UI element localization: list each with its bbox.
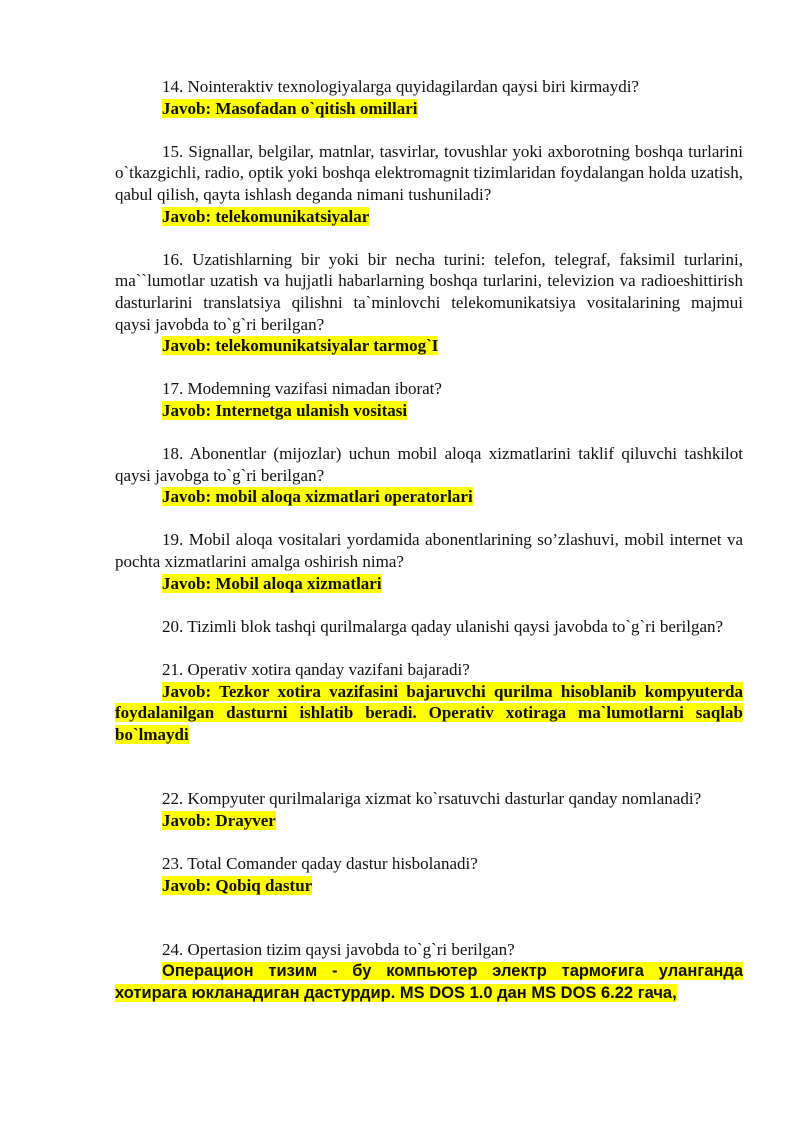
answer-18: Javob: mobil aloqa xizmatlari operatorlari xyxy=(162,487,473,507)
answer-16: Javob: telekomunikatsiyalar tarmog`I xyxy=(162,336,439,356)
question-18: 18. Abonentlar (mijozlar) uchun mobil aloqa xizmatlarini taklif qiluvchi tashkilot qaysi javobga to`g`ri berilgan? xyxy=(115,444,743,485)
answer-21: Javob: Tezkor xotira vazifasini bajaruvchi qurilma hisoblanib kompyuterda foydalanilgan dasturni ishlatib beradi. Operativ xotiraga ma`lumotlarni saqlab bo`lmaydi xyxy=(115,681,743,744)
answer-14: Javob: Masofadan o`qitish omillari xyxy=(162,98,418,118)
question-19: 19. Mobil aloqa vositalari yordamida abonentlarining so’zlashuvi, mobil internet va pochta xizmatlarini amalga oshirish nima? xyxy=(115,530,743,572)
question-17: 17. Modemning vazifasi nimadan iborat? xyxy=(162,379,442,399)
answer-24: Операцион тизим - бу компьютер электр тармоғига уланганда хотирага юкланадиган дастурдир. MS DOS 1.0 дан MS DOS 6.22 гача, xyxy=(115,961,743,1002)
question-20: 20. Tizimli blok tashqi qurilmalarga qaday ulanishi qaysi javobda to`g`ri berilgan? xyxy=(162,616,724,636)
document-body xyxy=(115,76,743,1004)
answer-23: Javob: Qobiq dastur xyxy=(162,875,313,895)
question-22: 22. Kompyuter qurilmalariga xizmat ko`rsatuvchi dasturlar qanday nomlanadi? xyxy=(162,789,702,809)
question-24: 24. Opertasion tizim qaysi javobda to`g`ri berilgan? xyxy=(162,940,515,960)
question-15: 15. Signallar, belgilar, matnlar, tasvirlar, tovushlar yoki axborotning boshqa turlarini o`tkazgichli, radio, optik yoki boshqa elektromagnit tizimlaridan foydalangan holda uzatish, qabul qilish, qayta ishlash deganda nimani tushuniladi? xyxy=(115,141,743,204)
answer-15: Javob: telekomunikatsiyalar xyxy=(162,206,370,226)
question-21: 21. Operativ xotira qanday vazifani bajaradi? xyxy=(162,660,470,680)
question-14: 14. Nointeraktiv texnologiyalarga quyidagilardan qaysi biri kirmaydi? xyxy=(162,77,639,96)
question-23: 23. Total Comander qaday dastur hisbolanadi? xyxy=(162,854,478,874)
answer-22: Javob: Drayver xyxy=(162,811,276,830)
question-16: 16. Uzatishlarning bir yoki bir necha turini: telefon, telegraf, faksimil turlarini, ma``lumotlar uzatish va hujjatli habarlarning boshqa turlarini, televizion va radioeshittirish dasturlarini translatsiya qilishni ta`minlovchi telekomunikatsiya vositalarining majmui qaysi javobda to`g`ri berilgan? xyxy=(115,249,743,334)
answer-17: Javob: Internetga ulanish vositasi xyxy=(162,400,408,420)
answer-19: Javob: Mobil aloqa xizmatlari xyxy=(162,573,382,593)
